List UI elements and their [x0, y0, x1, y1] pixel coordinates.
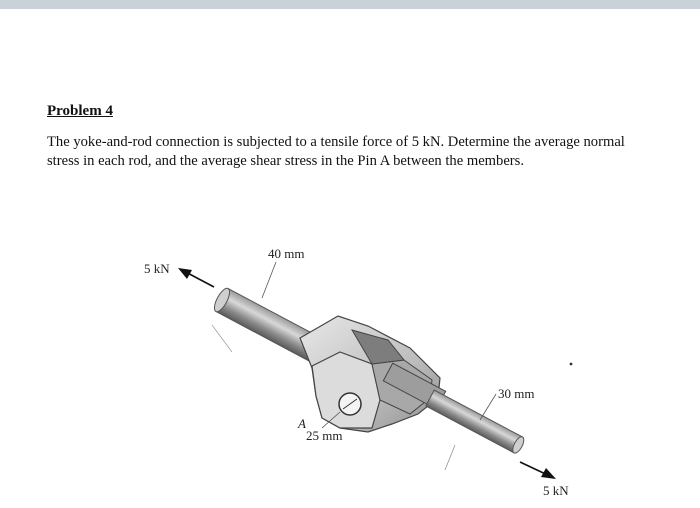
yoke: [300, 316, 440, 432]
bottom-rod-dimension: 30 mm: [498, 386, 535, 401]
problem-heading: Problem 4: [47, 103, 113, 119]
pin-a: [339, 393, 361, 415]
extension-line-2: [445, 445, 455, 470]
statement-line-1: The yoke-and-rod connection is subjected to a tensile force of 5 kN. Determine the average normal: [47, 134, 625, 150]
statement-line-2: stress in each rod, and the average shear stress in the Pin A between the members.: [47, 153, 524, 169]
pin-label: A: [298, 416, 306, 431]
top-rod-dimension: 40 mm: [268, 246, 305, 261]
pin-dimension: 25 mm: [306, 428, 343, 443]
top-dim-leader: [262, 262, 276, 298]
stray-dot: [570, 363, 573, 366]
right-force-arrow: [520, 462, 556, 479]
left-force-arrow: [178, 268, 214, 287]
right-force-label: 5 kN: [543, 483, 569, 498]
left-force-label: 5 kN: [144, 261, 170, 276]
bottom-dim-leader: [480, 394, 496, 420]
extension-line-1: [212, 325, 232, 352]
